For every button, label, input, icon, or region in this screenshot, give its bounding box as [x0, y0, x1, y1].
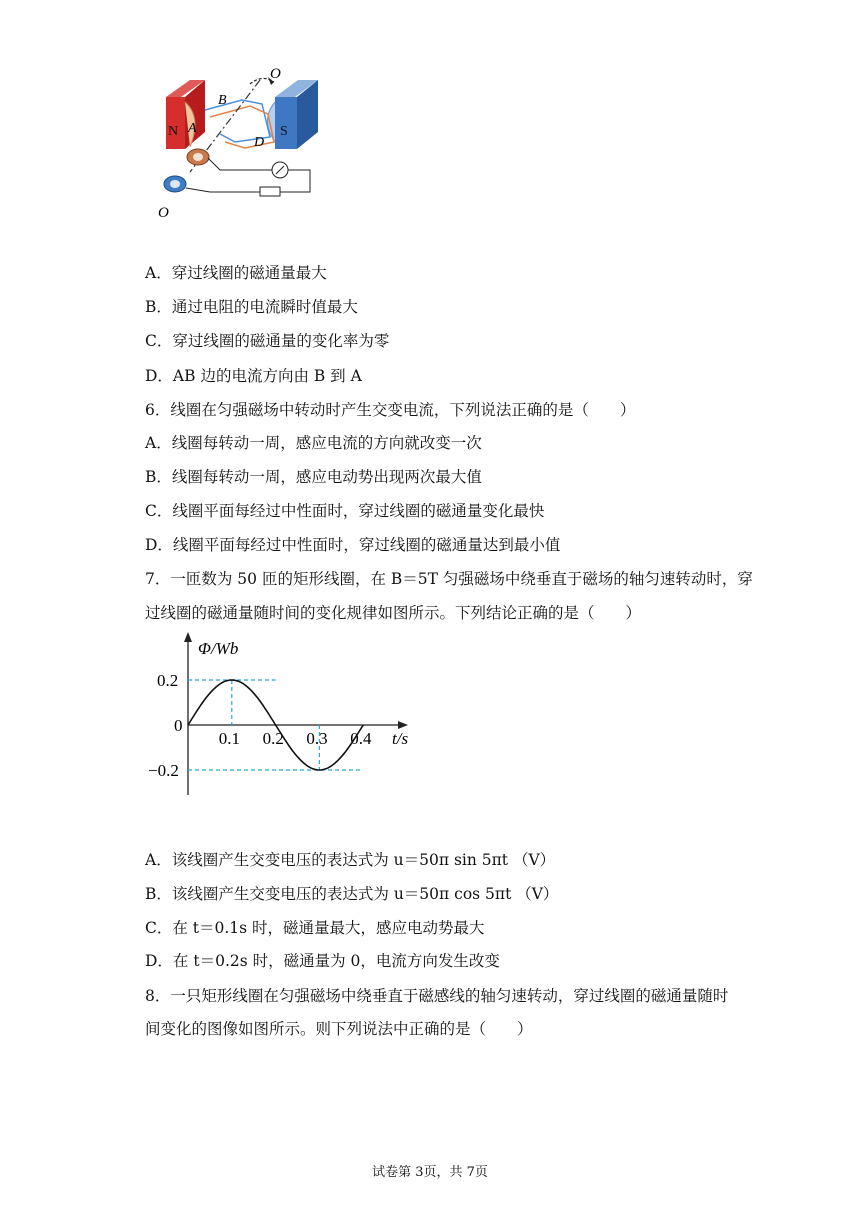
q6-option-b: B．线圈每转动一周，感应电动势出现两次最大值 — [145, 468, 482, 486]
x-tick-label-0.1: 0.1 — [218, 729, 241, 748]
q8-stem-line2: 间变化的图像如图所示。则下列说法中正确的是（ ） — [145, 1020, 533, 1038]
label-a: A — [188, 121, 197, 136]
x-tick-label-0.3: 0.3 — [306, 729, 328, 748]
q7-option-d: D．在 t＝0.2s 时，磁通量为 0，电流方向发生改变 — [145, 952, 500, 970]
y-tick-label-0: 0 — [174, 716, 183, 735]
label-o-top: O — [270, 66, 281, 82]
q7-stem-line1: 7．一匝数为 50 匝的矩形线圈，在 B＝5T 匀强磁场中绕垂直于磁场的轴匀速转动时，穿 — [145, 570, 753, 588]
flux-time-chart — [140, 630, 430, 805]
q5-option-b: B．通过电阻的电流瞬时值最大 — [145, 298, 358, 316]
y-axis-label: Φ/Wb — [198, 639, 239, 658]
q6-option-a: A．线圈每转动一周，感应电流的方向就改变一次 — [145, 434, 482, 452]
page-footer: 试卷第 3页，共 7页 — [372, 1165, 488, 1180]
x-tick-label-0.2: 0.2 — [262, 729, 284, 748]
q6-option-d: D．线圈平面每经过中性面时，穿过线圈的磁通量达到最小值 — [145, 536, 561, 554]
label-s: S — [280, 124, 288, 139]
q7-option-b: B．该线圈产生交变电压的表达式为 u＝50π cos 5πt （V） — [145, 885, 559, 903]
x-axis-arrow — [398, 721, 408, 729]
q7-option-a: A．该线圈产生交变电压的表达式为 u＝50π sin 5πt （V） — [145, 851, 556, 869]
label-b: B — [218, 93, 227, 108]
x-tick-label-0.4: 0.4 — [350, 729, 372, 748]
x-axis-label: t/s — [392, 729, 409, 748]
y-axis-arrow — [184, 632, 192, 642]
q6-option-c: C．线圈平面每经过中性面时，穿过线圈的磁通量变化最快 — [145, 502, 545, 520]
q7-option-c: C．在 t＝0.1s 时，磁通量最大，感应电动势最大 — [145, 919, 485, 937]
q5-option-c: C．穿过线圈的磁通量的变化率为零 — [145, 332, 390, 350]
q7-stem-line2: 过线圈的磁通量随时间的变化规律如图所示。下列结论正确的是（ ） — [145, 604, 642, 622]
q8-stem-line1: 8．一只矩形线圈在匀强磁场中绕垂直于磁感线的轴匀速转动，穿过线圈的磁通量随时 — [145, 987, 729, 1005]
y-tick-label-0.2: 0.2 — [157, 671, 179, 690]
q5-option-a: A．穿过线圈的磁通量最大 — [145, 264, 327, 282]
label-o-bottom: O — [158, 205, 169, 221]
generator-figure — [150, 62, 320, 222]
q6-stem: 6．线圈在匀强磁场中转动时产生交变电流，下列说法正确的是（ ） — [145, 401, 636, 419]
label-d: D — [254, 135, 265, 150]
label-n: N — [168, 124, 179, 139]
y-tick-label-neg0.2: −0.2 — [148, 761, 179, 780]
q5-option-d: D．AB 边的电流方向由 B 到 A — [145, 367, 362, 385]
